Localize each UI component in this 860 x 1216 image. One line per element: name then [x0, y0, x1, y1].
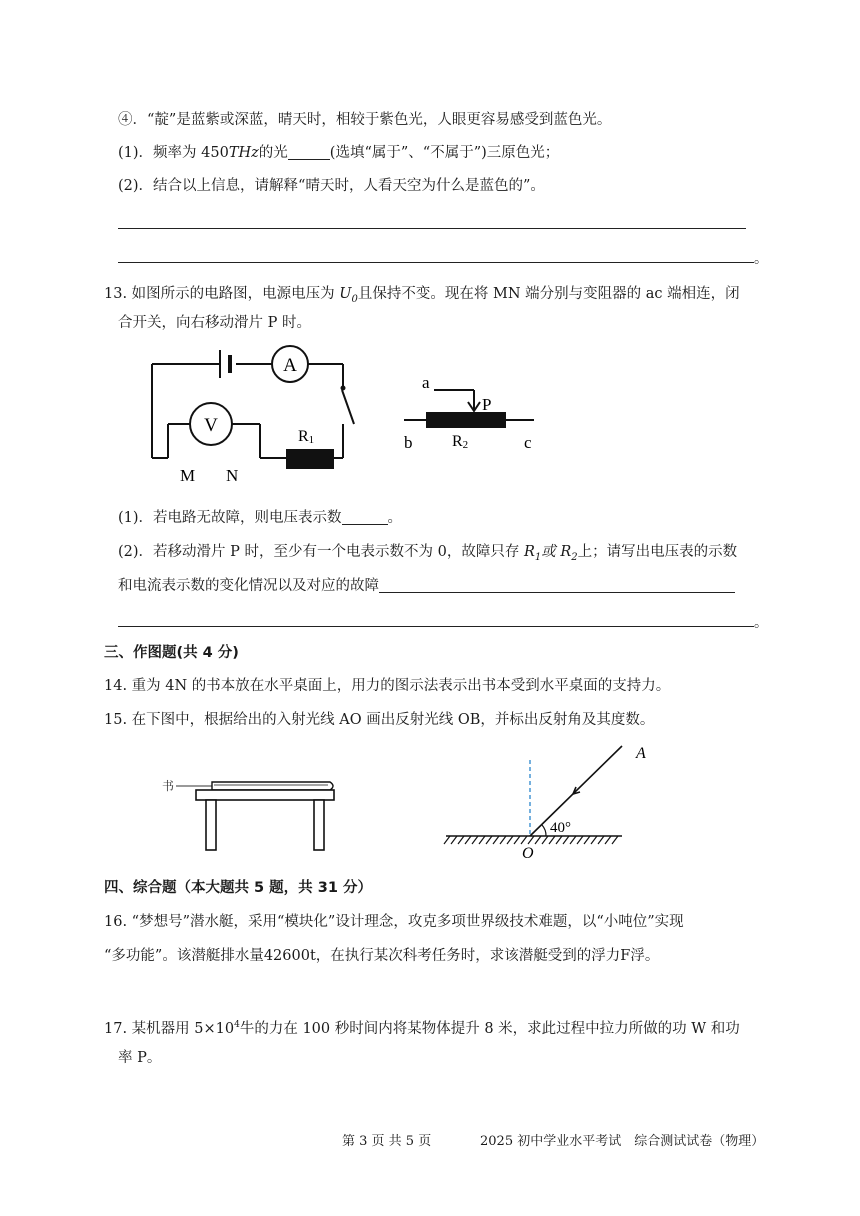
q15-text: 15. 在下图中，根据给出的入射光线 AO 画出反射光线 OB，并标出反射角及其度数。 [104, 712, 655, 728]
footer-exam-title: 2025 初中学业水平考试 综合测试试卷（物理） [480, 1134, 765, 1149]
q13-sub2-line2-text: 和电流表示数的变化情况以及对应的故障 [118, 578, 379, 594]
terminal-n: N [226, 466, 239, 485]
q13-sub1-post: 。 [387, 510, 403, 526]
terminal-m: M [180, 466, 196, 485]
r1-label: R1 [298, 428, 315, 446]
q12-period: 。 [754, 251, 768, 267]
rheostat-diagram [396, 370, 546, 460]
resistor-r2 [426, 412, 506, 428]
q13-sub1 [118, 508, 402, 528]
point-label-o: O [522, 845, 534, 862]
q12-answer-line-1[interactable] [118, 228, 746, 229]
section-3-title: 三、作图题(共 4 分) [104, 645, 239, 661]
q13-u0: $U_0$ [339, 286, 358, 305]
book [212, 782, 333, 790]
q12-sub1 [118, 143, 559, 163]
q12-item4: ④．“靛”是蓝紫或深蓝，晴天时，相较于紫色光，人眼更容易感受到蓝色光。 [118, 112, 612, 128]
q13-r2: $R_2$ [560, 544, 578, 563]
terminal-b: b [404, 433, 413, 452]
ammeter-label: A [283, 355, 297, 376]
q17-line2: 率 P。 [118, 1050, 162, 1066]
mirror-hatching [444, 836, 618, 844]
incident-ray [530, 746, 622, 836]
q13-sub1-blank[interactable] [342, 510, 388, 525]
q12-sub2: (2)．结合以上信息，请解释“晴天时，人看天空为什么是蓝色的”。 [118, 178, 545, 194]
reflection-figure [440, 740, 660, 870]
q12-sub1-mid: 的光 [258, 145, 288, 161]
q13-sub2-line2 [118, 576, 735, 596]
book-table-figure [160, 770, 340, 860]
q13-line1-pre: 13. 如图所示的电路图，电源电压为 [104, 286, 335, 302]
q13-sub2-pre: (2)．若移动滑片 P 时，至少有一个电表示数不为 0，故障只存 [118, 544, 520, 560]
voltmeter-label: V [204, 415, 218, 436]
resistor-r1 [286, 449, 334, 469]
q13-line2: 合开关，向右移动滑片 P 时。 [118, 315, 311, 331]
q13-or: 或 [541, 544, 556, 560]
terminal-c: c [524, 433, 532, 452]
q13-line1 [104, 284, 740, 310]
q17-line1-pre: 17. 某机器用 5×10 [104, 1020, 235, 1037]
q12-sub1-post: (选填“属于”、“不属于”)三原色光； [329, 145, 560, 161]
ray-label-a: A [636, 745, 646, 762]
book-label: 书 [162, 779, 175, 793]
angle-label: 40° [550, 820, 571, 836]
slider-label-p: P [482, 395, 492, 414]
q13-period: 。 [754, 615, 768, 631]
q17-exponent: 4 [234, 1020, 240, 1030]
q14-text: 14. 重为 4N 的书本放在水平桌面上，用力的图示法表示出书本受到水平桌面的支持力。 [104, 678, 671, 694]
q13-line1-post: 且保持不变。现在将 MN 端分别与变阻器的 ac 端相连，闭 [357, 286, 740, 302]
section-4-title: 四、综合题（本大题共 5 题，共 31 分） [104, 880, 372, 896]
q12-sub1-pre: (1)．频率为 450 [118, 145, 229, 161]
q13-sub2-blank[interactable] [379, 578, 735, 593]
q12-sub1-unit: THz [228, 145, 259, 161]
q13-sub2-post: 上；请写出电压表的示数 [577, 544, 738, 560]
q16-line1: 16. “梦想号”潜水艇，采用“模块化”设计理念，攻克多项世界级技术难题，以“小吨位”实现 [104, 914, 684, 930]
angle-arc [542, 825, 546, 836]
r2-label: R2 [452, 433, 469, 451]
q16-line2: “多功能”。该潜艇排水量42600t，在执行某次科考任务时，求该潜艇受到的浮力F浮。 [104, 948, 660, 964]
q13-r1: $R_1$ [523, 544, 542, 563]
table [196, 790, 334, 850]
q12-sub1-blank[interactable] [288, 145, 330, 160]
terminal-a: a [422, 373, 430, 392]
circuit-diagram [140, 338, 360, 488]
footer-page-number: 第 3 页 共 5 页 [342, 1134, 432, 1149]
q13-sub2 [118, 542, 737, 568]
q17-line1-post: 牛的力在 100 秒时间内将某物体提升 8 米，求此过程中拉力所做的功 W 和功 [239, 1020, 740, 1037]
q13-sub1-pre: (1)．若电路无故障，则电压表示数 [118, 510, 342, 526]
q17-line1 [104, 1015, 740, 1039]
q12-answer-line-2[interactable] [118, 262, 754, 263]
q13-answer-line[interactable] [118, 626, 754, 627]
switch-pivot [341, 386, 346, 391]
